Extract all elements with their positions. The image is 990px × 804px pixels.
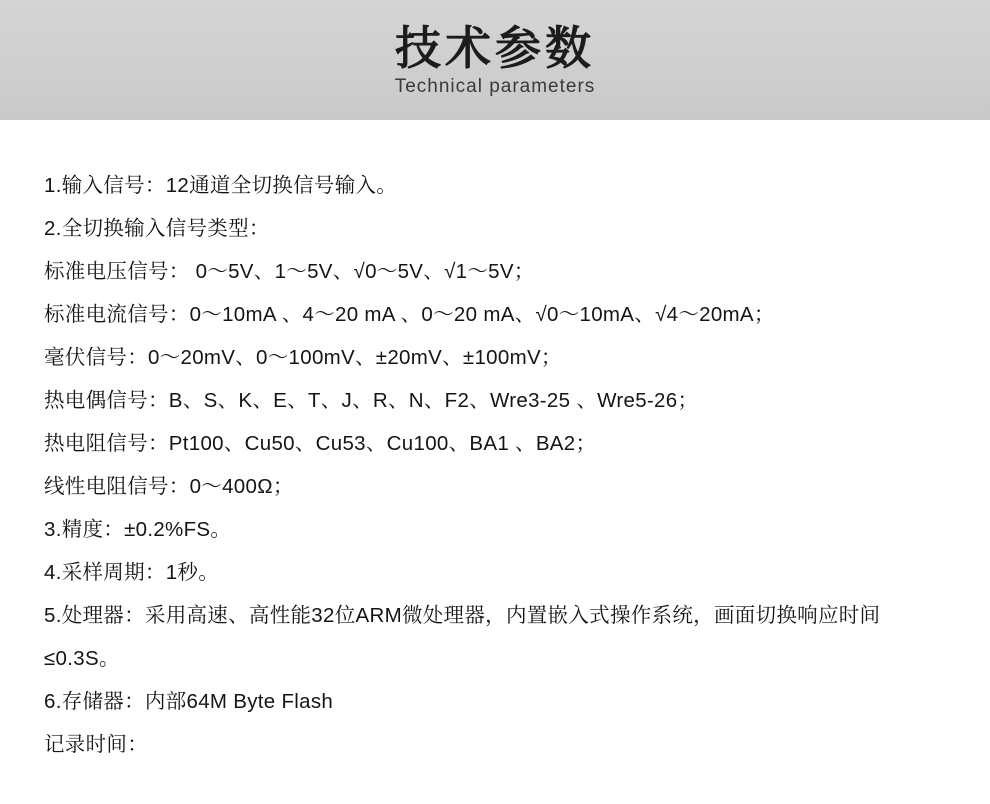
banner-divider	[0, 120, 990, 138]
spec-line: 热电偶信号：B、S、K、E、T、J、R、N、F2、Wre3-25 、Wre5-26；	[44, 389, 699, 412]
spec-line: 2.全切换输入信号类型：	[44, 217, 270, 240]
spec-line: 3.精度：±0.2%FS。	[44, 518, 232, 541]
spec-line: 5.处理器：采用高速、高性能32位ARM微处理器，内置嵌入式操作系统，画面切换响应时间≤0.3S。	[44, 604, 881, 670]
spec-line: 6.存储器：内部64M Byte Flash	[44, 690, 334, 713]
spec-line: 1.输入信号：12通道全切换信号输入。	[44, 174, 398, 197]
page-banner	[0, 0, 990, 120]
spec-line: 标准电压信号： 0～5V、1～5V、√0～5V、√1～5V；	[44, 260, 535, 283]
spec-line: 4.采样周期：1秒。	[44, 561, 219, 584]
spec-line: 热电阻信号：Pt100、Cu50、Cu53、Cu100、BA1 、BA2；	[44, 432, 597, 455]
spec-line: 标准电流信号：0～10mA 、4～20 mA 、0～20 mA、√0～10mA、√4～20mA；	[44, 303, 775, 326]
spec-line: 线性电阻信号：0～400Ω；	[44, 475, 294, 498]
page-subtitle: Technical parameters	[394, 76, 596, 98]
page-title: 技术参数	[395, 21, 595, 74]
spec-line: 记录时间：	[44, 733, 148, 756]
spec-line: 毫伏信号：0～20mV、0～100mV、±20mV、±100mV；	[44, 346, 562, 369]
specifications-list	[0, 138, 990, 766]
